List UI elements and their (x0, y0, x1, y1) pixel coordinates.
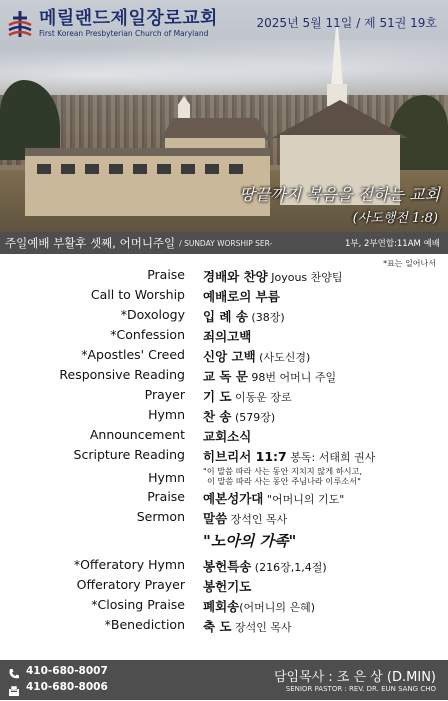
order-value: 죄의고백 (203, 329, 252, 344)
church-name-en: First Korean Presbyterian Church of Maryland (39, 29, 209, 38)
church-logo-icon (7, 9, 33, 39)
order-row (0, 577, 448, 597)
order-detail: (38장) (247, 311, 285, 324)
order-row (0, 447, 448, 467)
order-label: Call to Worship (90, 287, 185, 302)
order-row (0, 367, 448, 387)
order-value: 예본성가대 (203, 491, 264, 506)
fax-icon (8, 682, 20, 694)
order-row (0, 509, 448, 529)
order-row (0, 467, 448, 491)
order-row (0, 597, 448, 617)
order-row (0, 267, 448, 287)
building-main (25, 148, 270, 216)
order-label: *Closing Praise (91, 597, 185, 612)
order-value: 찬 송 (203, 409, 232, 424)
order-label: Scripture Reading (73, 447, 185, 462)
order-value: 봉헌기도 (203, 579, 252, 594)
order-label: Praise (147, 267, 185, 282)
motto-reference: (사도행전 1:8) (352, 211, 438, 226)
order-row (0, 347, 448, 367)
order-row (0, 327, 448, 347)
order-detail: (216장,1,4절) (251, 561, 327, 574)
order-detail: (어머니의 은혜) (239, 601, 316, 614)
order-value: 봉헌특송 (203, 559, 252, 574)
order-detail: 이동운 장로 (231, 391, 292, 404)
hero-photo (0, 0, 448, 232)
order-row (0, 617, 448, 637)
order-detail: Joyous 찬양팀 (267, 271, 343, 284)
motto: 땅끝까지 복음을 전하는 교회 (239, 185, 440, 204)
roof-mid (160, 118, 270, 140)
sermon-title-row (0, 530, 448, 554)
order-label: Offeratory Prayer (76, 577, 185, 592)
order-label: Announcement (89, 427, 185, 442)
order-label: Hymn (148, 470, 185, 485)
service-band (0, 232, 448, 254)
order-row (0, 557, 448, 577)
order-value: 교 독 문 (203, 369, 248, 384)
phone-number: 410-680-8007 (26, 665, 108, 677)
order-detail: "어머니의 기도" (263, 493, 345, 506)
order-value: 경배와 찬양 (203, 269, 268, 284)
order-row (0, 387, 448, 407)
hymn-lyrics (203, 466, 362, 486)
order-row (0, 307, 448, 327)
order-row (0, 407, 448, 427)
order-detail: (사도신경) (255, 351, 311, 364)
phone-icon (8, 665, 20, 677)
service-title-en: / SUNDAY WORSHIP SER- (179, 238, 273, 248)
order-value: 축 도 (203, 619, 232, 634)
order-label: *Benediction (104, 617, 185, 632)
order-label: Sermon (136, 509, 185, 524)
order-detail: 98번 어머니 주일 (247, 371, 337, 384)
order-label: *Offeratory Hymn (73, 557, 185, 572)
order-row (0, 489, 448, 509)
order-label: Hymn (148, 407, 185, 422)
service-times: 1부, 2부연합:11AM 예배 (344, 239, 440, 249)
order-detail: 장석인 목사 (231, 621, 292, 634)
order-value: 히브리서 11:7 (203, 449, 287, 464)
church-name-kr: 메릴랜드제일장로교회 (39, 8, 218, 29)
order-detail: (579장) (231, 411, 276, 424)
order-value: 입 례 송 (203, 309, 248, 324)
order-row (0, 427, 448, 447)
roof-sanctuary (272, 100, 408, 138)
order-value: 말씀 (203, 511, 228, 526)
order-detail: 장석인 목사 (227, 513, 288, 526)
order-value: 신앙 고백 (203, 349, 256, 364)
order-label: Responsive Reading (59, 367, 185, 382)
standing-note: *표는 일어나서 (383, 259, 436, 268)
senior-pastor-kr: 담임목사 : 조 은 상 (D.MIN) (273, 670, 436, 685)
hymn-lyric-line: "이 말씀 따라 사는 동안 지치지 않게 하시고, (203, 466, 363, 476)
order-value: 폐회송 (203, 599, 240, 614)
order-value: 교회소식 (203, 429, 252, 444)
hymn-lyric-line: 이 말씀 따라 사는 동안 주님나라 이루소서" (207, 476, 361, 486)
order-value: 예배로의 부름 (203, 289, 280, 304)
issue-date: 2025년 5월 11일 / 제 51권 19호 (256, 16, 437, 30)
order-label: *Doxology (120, 307, 185, 322)
order-label: *Apostles' Creed (81, 347, 185, 362)
church-logo (7, 9, 218, 39)
order-label: Praise (147, 489, 185, 504)
order-row (0, 287, 448, 307)
sermon-title: "노아의 가족" (203, 532, 297, 550)
order-label: *Confession (110, 327, 185, 342)
service-title-kr: 주일예배 부활후 셋째, 어머니주일 (5, 236, 176, 250)
footer (0, 660, 448, 700)
fax-number: 410-680-8006 (26, 681, 108, 693)
order-value: 기 도 (203, 389, 232, 404)
order-detail: 봉독: 서태희 권사 (286, 451, 376, 464)
order-label: Prayer (144, 387, 185, 402)
senior-pastor-en: SENIOR PASTOR : REV. DR. EUN SANG CHO (285, 685, 436, 693)
